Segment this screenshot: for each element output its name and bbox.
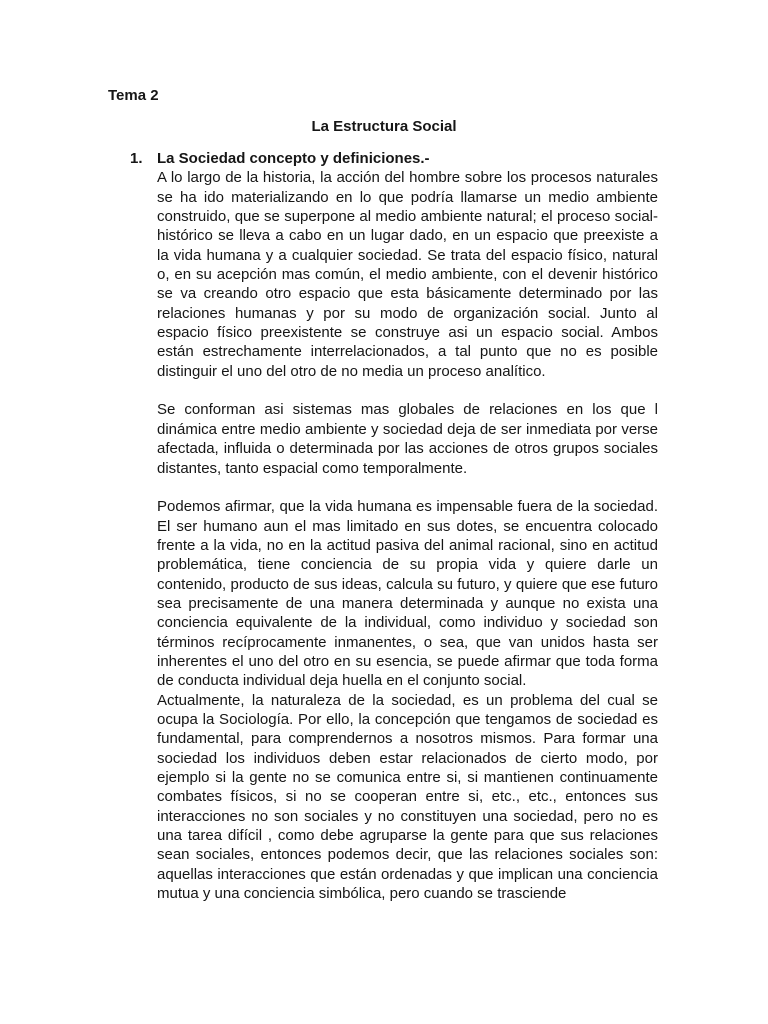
section-1 [130, 149, 658, 903]
paragraph-1: A lo largo de la historia, la acción del hombre sobre los procesos naturales se ha ido materializando en lo que podría llamarse un medio ambiente construido, que se superpone al medio ambiente natural; el proceso social-histórico se lleva a cabo en un lugar dado, en un espacio que preexiste a la vida humana y a cualquier sociedad. Se trata del espacio físico, natural o, en su acepción mas común, el medio ambiente, con el devenir histórico se va creando otro espacio que esta básicamente determinado por las relaciones humanas y por su modo de organización social. Junto al espacio físico preexistente se construye asi un espacio social. Ambos están estrechamente interrelacionados, a tal punto que no es posible distinguir el uno del otro de no media un proceso analítico. [157, 169, 658, 380]
document-title: La Estructura Social [311, 118, 457, 135]
section-heading [130, 149, 658, 168]
section-number: 1. [130, 150, 143, 167]
section-body [157, 168, 658, 903]
tema-label: Tema 2 [108, 87, 159, 104]
paragraph-4: Actualmente, la naturaleza de la sociedad, es un problema del cual se ocupa la Sociología. Por ello, la concepción que tengamos de sociedad es fundamental, para comprendernos a nosotros mismos. Para formar una sociedad los individuos deben estar relacionados de cierto modo, por ejemplo si la gente no se comunica entre si, si mantienen continuamente combates físicos, si no se cooperan entre si, etc., etc., entonces sus interacciones no son sociales y no constituyen una sociedad, pero no es una tarea difícil , como debe agruparse la gente para que sus relaciones sean sociales, entonces podemos decir, que las relaciones sociales son: aquellas interacciones que están ordenadas y que implican una conciencia mutua y una conciencia simbólica, pero cuando se trasciende [157, 691, 658, 903]
paragraph-3: Podemos afirmar, que la vida humana es impensable fuera de la sociedad. El ser humano aun el mas limitado en sus dotes, se encuentra colocado frente a la vida, no en la actitud pasiva del animal racional, sino en actitud problemática, tiene conciencia de su propia vida y quiere darle un contenido, producto de sus ideas, calcula su futuro, y quiere que ese futuro sea precisamente de una manera determinada y aunque no exista una conciencia equivalente de la individual, como individuo y sociedad son términos recíprocamente inmanentes, o sea, que van unidos hasta ser inherentes el uno del otro en su esencia, se puede afirmar que toda forma de conducta individual deja huella en el conjunto social. [157, 498, 658, 690]
paragraph-2: Se conforman asi sistemas mas globales de relaciones en los que l dinámica entre medio ambiente y sociedad deja de ser inmediata por verse afectada, influida o determinada por las acciones de otros grupos sociales distantes, tanto espacial como temporalmente. [157, 401, 658, 477]
section-heading-text: La Sociedad concepto y definiciones.- [157, 150, 430, 167]
